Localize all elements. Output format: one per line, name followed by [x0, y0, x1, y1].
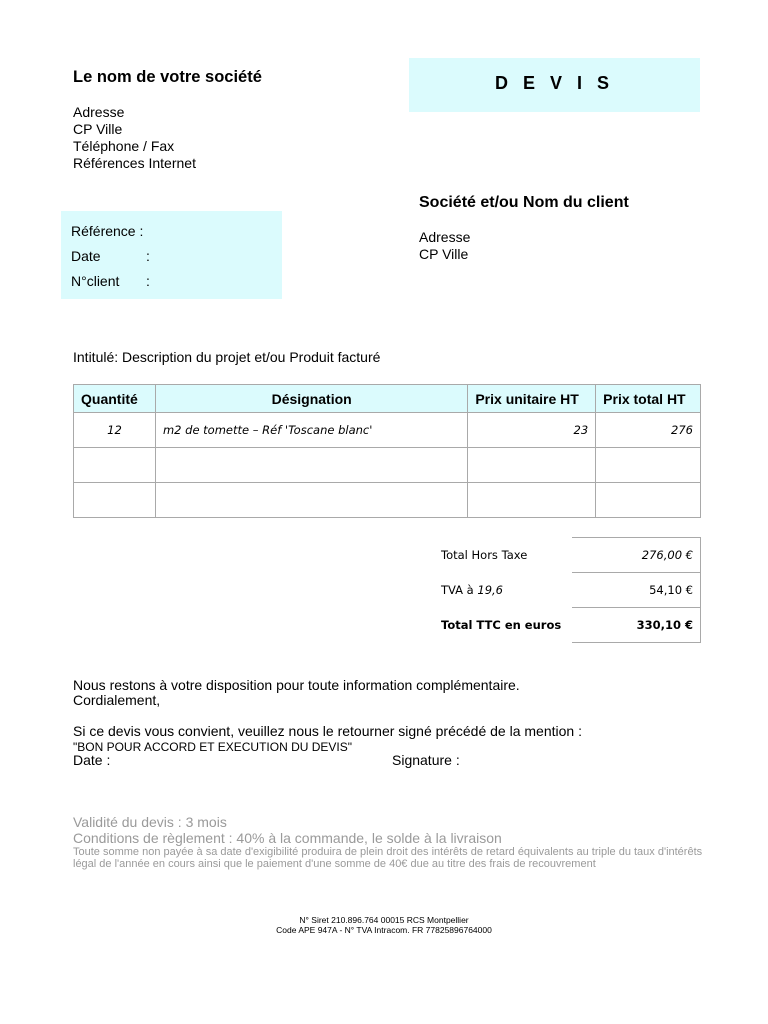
cell-designation: m2 de tomette – Réf 'Toscane blanc'	[155, 413, 467, 448]
company-details	[73, 104, 196, 172]
date-row	[71, 248, 150, 264]
company-web: Références Internet	[73, 155, 196, 171]
project-description: Intitulé: Description du projet et/ou Produit facturé	[73, 349, 381, 365]
tva-value: 54,10 €	[572, 573, 701, 608]
company-city: CP Ville	[73, 121, 123, 137]
late-payment-note: Toute somme non payée à sa date d'exigibilité produira de plein droit des intérêts de retard équivalents au triple du taux d'intérêts légal de l'année en cours ainsi que le paiement d'une somme de 40€ due au titre des frais de recouvrement	[73, 846, 703, 870]
siret-line: N° Siret 210.896.764 00015 RCS Montpellier	[299, 915, 469, 925]
cell-quantite: 12	[74, 413, 156, 448]
closing-line-2: Cordialement,	[73, 692, 161, 708]
table-row	[74, 413, 701, 448]
date-signature-label: Date :	[73, 752, 111, 768]
client-address: Adresse	[419, 229, 471, 245]
mention-intro: Si ce devis vous convient, veuillez nous le retourner signé précédé de la mention :	[73, 723, 582, 739]
total-ht-value: 276,00 €	[572, 538, 701, 573]
total-ht-row	[434, 538, 701, 573]
cell-prix-unitaire	[468, 483, 596, 518]
header-prix-unitaire: Prix unitaire HT	[468, 385, 596, 413]
date-label: Date	[71, 248, 101, 264]
tva-label-cell	[434, 573, 572, 608]
header-designation: Désignation	[155, 385, 467, 413]
total-ttc-value: 330,10 €	[572, 608, 701, 643]
items-table	[73, 384, 701, 518]
cell-quantite	[74, 448, 156, 483]
reference-box	[61, 211, 282, 299]
document-title: D E V I S	[494, 72, 615, 93]
table-row	[74, 448, 701, 483]
document-title-box	[409, 58, 700, 112]
signature-label: Signature :	[392, 752, 460, 768]
company-phone: Téléphone / Fax	[73, 138, 175, 154]
items-header-row	[74, 385, 701, 413]
closing-line-1: Nous restons à votre disposition pour toute information complémentaire.	[73, 677, 520, 693]
tva-label: TVA à	[441, 583, 474, 597]
cell-prix-unitaire: 23	[468, 413, 596, 448]
validity-text: Validité du devis : 3 mois	[73, 814, 227, 830]
cell-quantite	[74, 483, 156, 518]
cell-prix-total: 276	[596, 413, 701, 448]
tva-row	[434, 573, 701, 608]
total-ttc-row	[434, 608, 701, 643]
conditions-block	[73, 814, 502, 846]
approval-mention: "BON POUR ACCORD ET EXECUTION DU DEVIS"	[73, 740, 353, 754]
reference-label: Référence :	[71, 223, 144, 239]
ape-tva-line: Code APE 947A - N° TVA Intracom. FR 77825896764000	[276, 925, 492, 935]
cell-prix-total	[596, 448, 701, 483]
cell-designation	[155, 483, 467, 518]
total-ht-label: Total Hors Taxe	[441, 548, 528, 562]
company-address: Adresse	[73, 104, 125, 120]
client-city: CP Ville	[419, 246, 469, 262]
payment-conditions-text: Conditions de règlement : 40% à la commande, le solde à la livraison	[73, 830, 502, 846]
cell-prix-total	[596, 483, 701, 518]
cell-designation	[155, 448, 467, 483]
client-number-colon: :	[146, 273, 150, 289]
header-prix-total: Prix total HT	[596, 385, 701, 413]
client-number-row	[71, 273, 150, 289]
client-details	[419, 229, 470, 263]
total-ttc-label: Total TTC en euros	[441, 618, 562, 632]
header-quantite: Quantité	[74, 385, 156, 413]
totals-table	[434, 537, 701, 643]
cell-prix-unitaire	[468, 448, 596, 483]
reference-row	[71, 223, 143, 239]
table-row	[74, 483, 701, 518]
client-number-label: N°client	[71, 273, 120, 289]
company-name: Le nom de votre société	[73, 68, 262, 86]
legal-footer	[0, 915, 768, 935]
date-colon: :	[146, 248, 150, 264]
tva-rate: 19,6	[477, 583, 503, 597]
closing-text	[73, 678, 520, 708]
client-name: Société et/ou Nom du client	[419, 194, 629, 211]
